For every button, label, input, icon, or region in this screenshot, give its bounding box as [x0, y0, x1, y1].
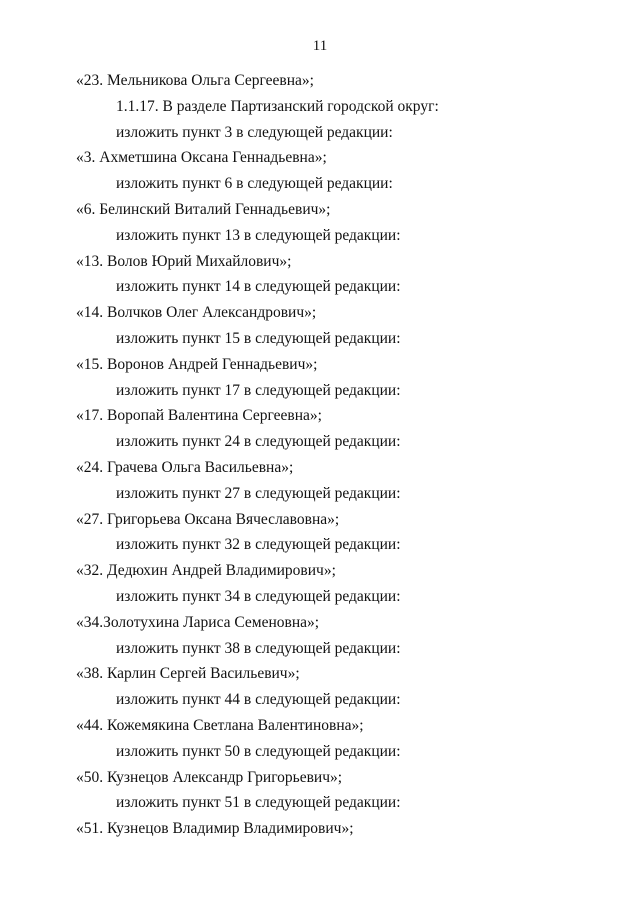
list-entry: «13. Волов Юрий Михайлович»; [76, 252, 292, 270]
instruction-line: изложить пункт 24 в следующей редакции: [116, 433, 401, 451]
list-entry: «34.Золотухина Лариса Семеновна»; [76, 613, 320, 631]
list-entry: «23. Мельникова Ольга Сергеевна»; [76, 72, 314, 89]
instruction-line: 1.1.17. В разделе Партизанский городской округ: [116, 97, 439, 115]
list-entry: «38. Карлин Сергей Васильевич»; [76, 665, 300, 683]
instruction-line: изложить пункт 13 в следующей редакции: [116, 226, 401, 244]
list-entry: «27. Григорьева Оксана Вячеславовна»; [76, 510, 340, 528]
list-entry: «51. Кузнецов Владимир Владимирович»; [76, 820, 354, 838]
list-entry: «32. Дедюхин Андрей Владимирович»; [76, 562, 336, 580]
instruction-line: изложить пункт 32 в следующей редакции: [116, 536, 401, 554]
list-entry: «24. Грачева Ольга Васильевна»; [76, 458, 294, 476]
list-entry: «44. Кожемякина Светлана Валентиновна»; [76, 716, 364, 734]
instruction-line: изложить пункт 27 в следующей редакции: [116, 484, 401, 502]
list-entry: «15. Воронов Андрей Геннадьевич»; [76, 355, 318, 373]
instruction-line: изложить пункт 17 в следующей редакции: [116, 381, 401, 399]
instruction-line: изложить пункт 34 в следующей редакции: [116, 587, 401, 605]
list-entry: «50. Кузнецов Александр Григорьевич»; [76, 768, 343, 786]
list-entry: «3. Ахметшина Оксана Геннадьевна»; [76, 149, 327, 167]
instruction-line: изложить пункт 6 в следующей редакции: [116, 175, 393, 193]
page-number: 11 [312, 38, 328, 54]
instruction-line: изложить пункт 38 в следующей редакции: [116, 639, 401, 657]
list-entry: «17. Воропай Валентина Сергеевна»; [76, 407, 322, 425]
list-entry: «14. Волчков Олег Александрович»; [76, 304, 317, 322]
instruction-line: изложить пункт 15 в следующей редакции: [116, 329, 401, 347]
list-entry: «6. Белинский Виталий Геннадьевич»; [76, 200, 331, 218]
document-body [0, 70, 640, 844]
instruction-line: изложить пункт 3 в следующей редакции: [116, 123, 393, 141]
instruction-line: изложить пункт 14 в следующей редакции: [116, 278, 401, 296]
instruction-line: изложить пункт 44 в следующей редакции: [116, 691, 401, 709]
instruction-line: изложить пункт 51 в следующей редакции: [116, 794, 401, 812]
instruction-line: изложить пункт 50 в следующей редакции: [116, 742, 401, 760]
